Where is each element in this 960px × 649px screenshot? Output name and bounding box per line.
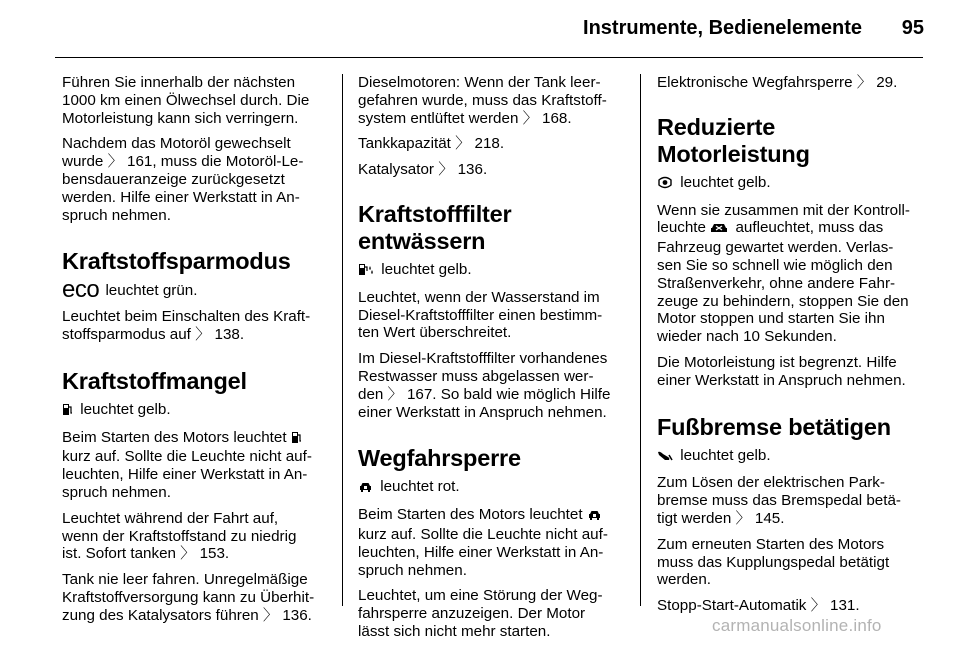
indicator-line: leuchtet gelb. <box>358 261 626 281</box>
eco-icon: eco <box>62 276 100 304</box>
column-2 <box>358 74 626 649</box>
paragraph: Leuchtet beim Einschalten des Kraft- stoffsparmodus auf 〉 138. <box>62 308 311 343</box>
paragraph: Führen Sie innerhalb der nächsten 1000 km einen Ölwechsel durch. Die Motorleistung kann sich verringern. <box>62 74 310 127</box>
column-divider <box>342 74 343 606</box>
paragraph: Nachdem das Motoröl gewechselt wurde 〉 161, muss die Motoröl-Le- bensdaueranzeige zurückgesetzt werden. Hilfe einer Werkstatt in An- spruch nehmen. <box>62 135 304 224</box>
indicator-line: leuchtet gelb. <box>62 401 330 421</box>
section-heading: Wegfahrsperre <box>358 445 521 472</box>
section-heading: Kraftstoffsparmodus <box>62 248 291 275</box>
paragraph: Im Diesel-Kraftstofffilter vorhandenes Restwasser muss abgelassen wer- den 〉 167. So bald wie möglich Hilfe einer Werkstatt in Anspruch nehmen. <box>358 350 611 421</box>
page-header <box>0 0 960 60</box>
indicator-line: eco leuchtet grün. <box>62 276 198 304</box>
indicator-line: leuchtet gelb. <box>657 174 925 194</box>
paragraph: Wenn sie zusammen mit der Kontroll- leuchte aufleuchtet, muss das Fahrzeug gewartet werden. Verlas- sen Sie so schnell wie möglich den Straßenverkehr, ohne andere Fahr- zeuge zu behindern, stoppen Sie den Motor stoppen und starten Sie ihn wieder nach 10 Sekunden. <box>657 201 910 346</box>
foot-on-pedal-icon <box>657 449 673 467</box>
indicator-line: leuchtet rot. <box>358 478 626 498</box>
header-title: Instrumente, Bedienelemente <box>583 17 862 39</box>
paragraph: Stopp-Start-Automatik 〉 131. <box>657 597 860 615</box>
reduced-power-icon <box>657 176 673 194</box>
paragraph: Beim Starten des Motors leuchtet kurz auf. Sollte die Leuchte nicht auf- leuchten, Hilfe einer Werkstatt in An- spruch nehmen. <box>358 506 608 579</box>
paragraph: Leuchtet, um eine Störung der Weg- fahrsperre anzuzeigen. Der Motor lässt sich nicht mehr starten. <box>358 587 603 640</box>
column-divider <box>640 74 641 606</box>
column-3 <box>657 74 925 623</box>
car-lock-icon <box>358 480 373 498</box>
paragraph: Dieselmotoren: Wenn der Tank leer- gefahren wurde, muss das Kraftstoff- system entlüftet werden 〉 168. <box>358 74 607 127</box>
column-1 <box>62 74 330 633</box>
paragraph: Leuchtet während der Fahrt auf, wenn der Kraftstoffstand zu niedrig ist. Sofort tanken 〉 153. <box>62 509 297 563</box>
paragraph: Die Motorleistung ist begrenzt. Hilfe einer Werkstatt in Anspruch nehmen. <box>657 353 906 389</box>
paragraph: Elektronische Wegfahrsperre 〉 29. <box>657 74 898 91</box>
car-lock-icon <box>587 508 602 526</box>
paragraph: Beim Starten des Motors leuchtet kurz auf. Sollte die Leuchte nicht auf- leuchten, Hilfe einer Werkstatt in An- spruch nehmen. <box>62 428 312 501</box>
section-heading: Kraftstoffmangel <box>62 367 247 394</box>
fuel-pump-icon <box>62 403 73 421</box>
page-number: 95 <box>901 17 924 39</box>
section-heading: Reduzierte Motorleistung <box>657 113 810 167</box>
paragraph: Zum Lösen der elektrischen Park- bremse muss das Bremspedal betä- tigt werden 〉 145. <box>657 474 901 527</box>
paragraph: Leuchtet, wenn der Wasserstand im Diesel-Kraftstofffilter einen bestimm- ten Wert überschreitet. <box>358 288 603 342</box>
paragraph: Katalysator 〉 136. <box>358 161 488 179</box>
water-in-fuel-icon <box>358 263 374 281</box>
paragraph: Tank nie leer fahren. Unregelmäßige Kraftstoffversorgung kann zu Überhit- zung des Katalysators führen 〉 136. <box>62 571 315 624</box>
section-heading: Kraftstofffilter entwässern <box>358 200 512 254</box>
indicator-line: leuchtet gelb. <box>657 447 925 467</box>
header-rule <box>55 57 923 58</box>
paragraph: Tankkapazität 〉 218. <box>358 135 505 153</box>
fuel-pump-icon <box>291 431 302 449</box>
car-service-icon <box>710 221 728 239</box>
section-heading: Fußbremse betätigen <box>657 413 891 440</box>
paragraph: Zum erneuten Starten des Motors muss das Kupplungspedal betätigt werden. <box>657 535 890 589</box>
watermark: carmanualsonline.info <box>712 616 882 635</box>
